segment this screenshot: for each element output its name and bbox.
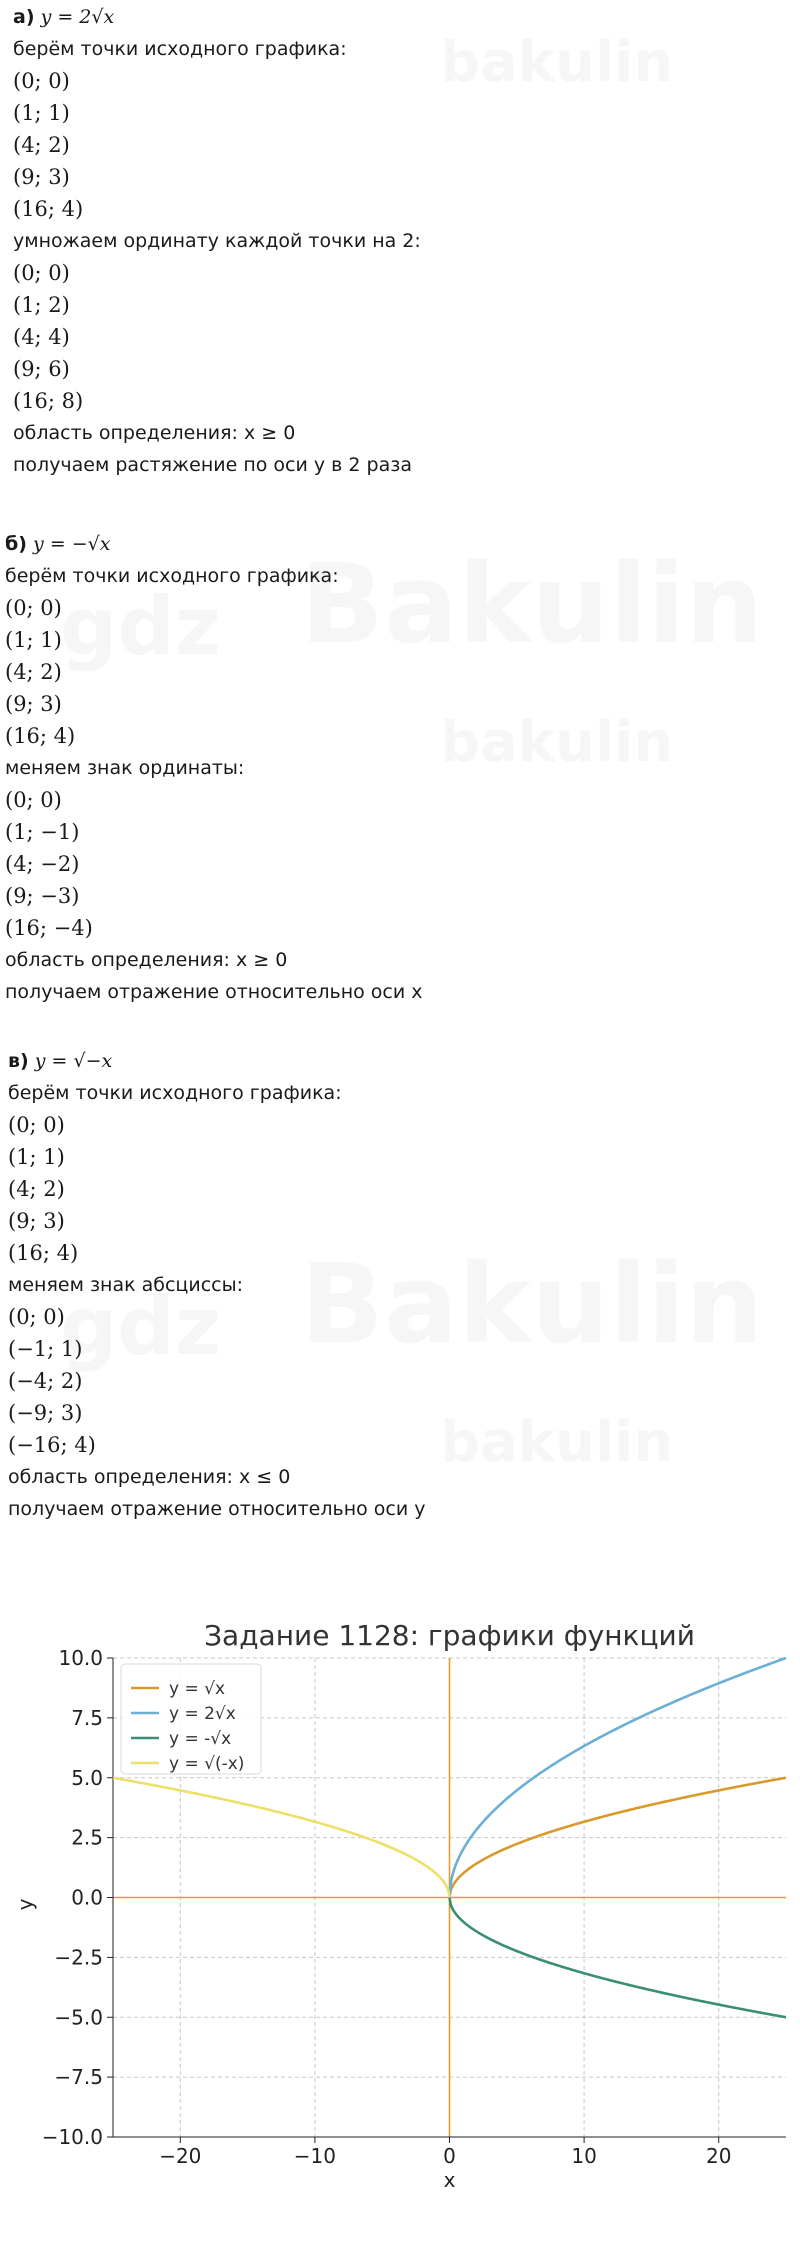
point: (0; 0) [13,69,70,93]
point: (16; 8) [13,389,84,413]
section-c-step1: берём точки исходного графика: [8,1082,342,1104]
section-a-step1: берём точки исходного графика: [13,38,347,60]
y-tick-label: −10.0 [41,2125,103,2149]
point: (9; 6) [13,357,70,381]
section-c-result: получаем отражение относительно оси y [8,1498,426,1520]
section-b-heading [5,528,800,560]
section-b-result: получаем отражение относительно оси x [5,981,423,1003]
y-tick-label: 10.0 [58,1646,103,1670]
point: (16; 4) [5,724,76,748]
section-c [8,1045,800,1525]
y-tick-label: −5.0 [54,2005,103,2030]
point: (16; 4) [13,197,84,221]
point: (−4; 2) [8,1369,83,1393]
point: (−9; 3) [8,1401,83,1425]
x-axis-label: x [443,2168,456,2192]
point: (16; −4) [5,916,93,940]
section-c-step2: меняем знак абсциссы: [8,1274,244,1296]
point: (0; 0) [5,596,62,620]
legend-label: y = √x [169,1679,226,1699]
y-tick-label: −2.5 [54,1945,103,1970]
function-chart [0,1615,800,2250]
point: (0; 0) [5,788,62,812]
section-b-formula: y = −√x [33,533,111,555]
section-a-formula: y = 2√x [40,6,115,28]
legend [121,1664,261,1774]
section-c-formula: y = √−x [34,1050,113,1072]
y-axis-label: y [13,1898,37,1911]
x-tick-label: −20 [159,2144,202,2168]
section-b-step2: меняем знак ординаты: [5,757,245,779]
section-b-domain: область определения: x ≥ 0 [5,949,288,971]
legend-label: y = -√x [169,1729,232,1749]
y-tick-label: 2.5 [71,1825,103,1850]
point: (9; 3) [8,1209,65,1233]
point: (0; 0) [8,1113,65,1137]
section-b-step1: берём точки исходного графика: [5,565,339,587]
point: (1; 2) [13,293,70,317]
point: (4; 2) [5,660,62,684]
point: (4; 4) [13,325,70,349]
point: (1; 1) [8,1145,65,1169]
point: (16; 4) [8,1241,79,1265]
chart-title: Задание 1128: графики функций [204,1619,695,1652]
point: (1; −1) [5,820,80,844]
section-b-label: б) [5,533,27,555]
point: (−1; 1) [8,1337,83,1361]
point: (1; 1) [13,101,70,125]
x-tick-label: 10 [571,2144,597,2168]
point: (4; 2) [8,1177,65,1201]
point: (4; −2) [5,852,80,876]
point: (4; 2) [13,133,70,157]
section-a-domain: область определения: x ≥ 0 [13,422,296,444]
legend-label: y = √(-x) [169,1754,245,1774]
section-b [5,528,800,1008]
y-tick-label: 0.0 [71,1885,103,1910]
point: (−16; 4) [8,1433,96,1457]
section-a [13,1,800,481]
point: (9; 3) [13,165,70,189]
section-a-result: получаем растяжение по оси y в 2 раза [13,454,412,476]
section-c-heading [8,1045,800,1077]
point: (0; 0) [8,1305,65,1329]
y-tick-label: 5.0 [71,1765,103,1790]
point: (1; 1) [5,628,62,652]
point: (9; 3) [5,692,62,716]
x-tick-label: 20 [705,2144,732,2168]
section-a-heading [13,1,800,33]
x-tick-label: −10 [293,2144,337,2168]
x-tick-label: 0 [443,2144,456,2168]
point: (9; −3) [5,884,80,908]
section-a-label: а) [13,6,35,28]
y-tick-label: −7.5 [54,2065,103,2090]
point: (0; 0) [13,261,70,285]
section-c-label: в) [8,1050,29,1072]
y-tick-label: 7.5 [71,1705,103,1730]
section-a-step2: умножаем ординату каждой точки на 2: [13,230,421,252]
section-c-domain: область определения: x ≤ 0 [8,1466,291,1488]
legend-label: y = 2√x [169,1704,236,1724]
